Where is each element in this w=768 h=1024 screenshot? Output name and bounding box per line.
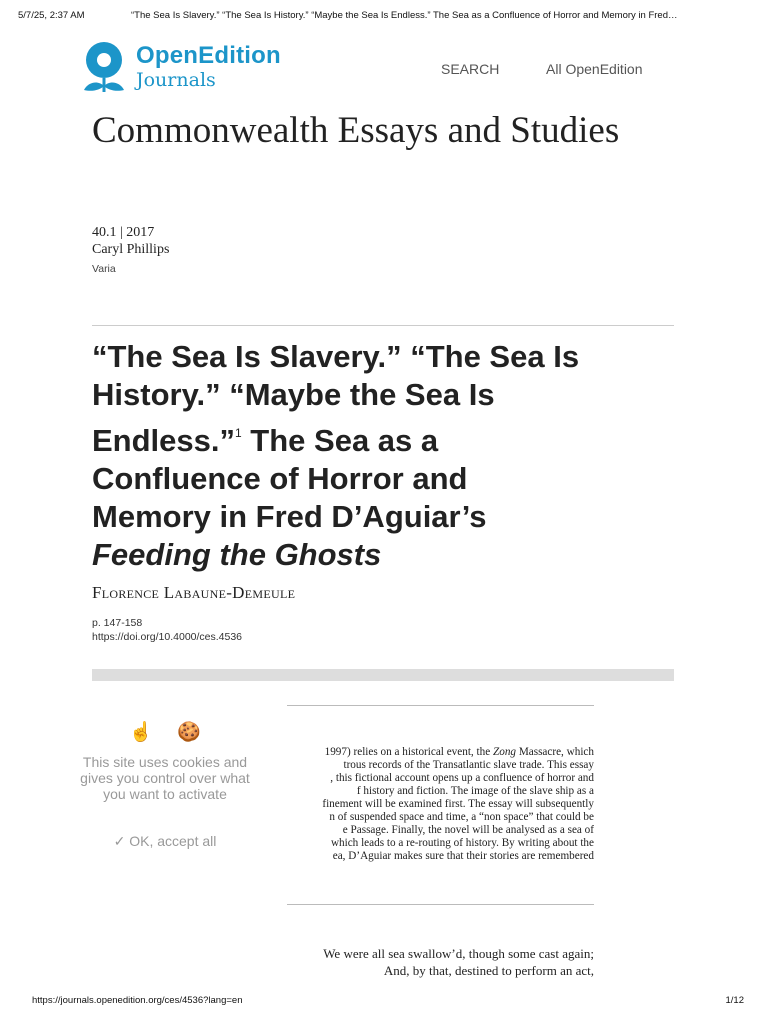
epigraph-line: We were all sea swallow’d, though some cast again; <box>323 946 594 961</box>
doi-link[interactable]: https://doi.org/10.4000/ces.4536 <box>92 631 243 643</box>
title-line: Confluence of Horror and <box>92 461 468 496</box>
abstract-line: finement will be examined first. The essay will subsequently <box>322 798 594 810</box>
cookie-icon: 🍪 <box>177 722 201 743</box>
abstract-bottom-rule <box>287 904 594 905</box>
print-page-number: 1/12 <box>725 995 744 1006</box>
abstract-fragment: Massacre, which <box>516 746 594 758</box>
logo-openedition-text: OpenEdition <box>136 42 281 69</box>
print-datetime: 5/7/25, 2:37 AM <box>18 10 85 21</box>
divider <box>92 325 674 326</box>
author-name[interactable]: Florence Labaune-Demeule <box>92 583 296 602</box>
section-label: Varia <box>92 263 116 275</box>
abstract-line: n of suspended space and time, a “non space” that could be <box>329 811 594 823</box>
openedition-logo[interactable] <box>76 40 316 100</box>
print-header <box>18 10 758 21</box>
title-line <box>92 414 682 460</box>
search-link[interactable]: SEARCH <box>441 61 500 77</box>
abstract-line: , this fictional account opens up a confluence of horror and <box>330 772 594 784</box>
abstract-top-rule <box>287 705 594 706</box>
abstract-line: e Passage. Finally, the novel will be analysed as a sea of <box>342 824 594 836</box>
pointing-hand-icon: ☝ <box>129 722 153 743</box>
logo-journals-text: Journals <box>136 69 216 91</box>
abstract-fragment: 1997) relies on a historical event, the <box>324 746 493 758</box>
all-openedition-link[interactable]: All OpenEdition <box>546 61 643 77</box>
title-text: Endless.” <box>92 423 235 458</box>
title-line-italic: Feeding the Ghosts <box>92 537 382 572</box>
article-title <box>92 338 682 574</box>
abstract-line: trous records of the Transatlantic slave trade. This essay <box>343 759 594 771</box>
epigraph-line: And, by that, destined to perform an act, <box>383 963 594 978</box>
tab-bar <box>92 669 674 681</box>
journal-title[interactable]: Commonwealth Essays and Studies <box>92 110 620 151</box>
cookie-banner <box>70 720 260 850</box>
print-page-title: “The Sea Is Slavery.” “The Sea Is History.” “Maybe the Sea Is Endless.” The Sea as a Confluence of Horror and Memory in Fred… <box>131 10 678 21</box>
issue-number[interactable]: 40.1 | 2017 <box>92 225 155 240</box>
print-footer <box>32 995 744 1006</box>
issue-title[interactable]: Caryl Phillips <box>92 242 170 257</box>
abstract-line: which leads to a re-routing of history. By writing about the <box>330 837 594 849</box>
abstract-fragment-italic: Zong <box>493 746 517 758</box>
abstract-text <box>287 746 594 866</box>
title-text: The Sea as a <box>241 423 439 458</box>
title-line: “The Sea Is Slavery.” “The Sea Is <box>92 339 580 374</box>
title-line: Memory in Fred D’Aguiar’s <box>92 499 487 534</box>
cookie-message: This site uses cookies and gives you control over what you want to activate <box>80 754 250 802</box>
print-url: https://journals.openedition.org/ces/4536?lang=en <box>32 995 243 1006</box>
page-range: p. 147-158 <box>92 617 143 629</box>
openedition-flower-icon <box>76 40 132 98</box>
accept-cookies-button[interactable]: ✓ OK, accept all <box>113 833 217 849</box>
footnote-ref-1[interactable]: 1 <box>235 426 242 440</box>
abstract-line: ea, D’Aguiar makes sure that their stories are remembered <box>332 850 594 862</box>
abstract-line <box>287 746 594 759</box>
abstract-line: f history and fiction. The image of the slave ship as a <box>356 785 594 797</box>
cookie-icons <box>70 720 260 744</box>
title-line: History.” “Maybe the Sea Is <box>92 377 495 412</box>
